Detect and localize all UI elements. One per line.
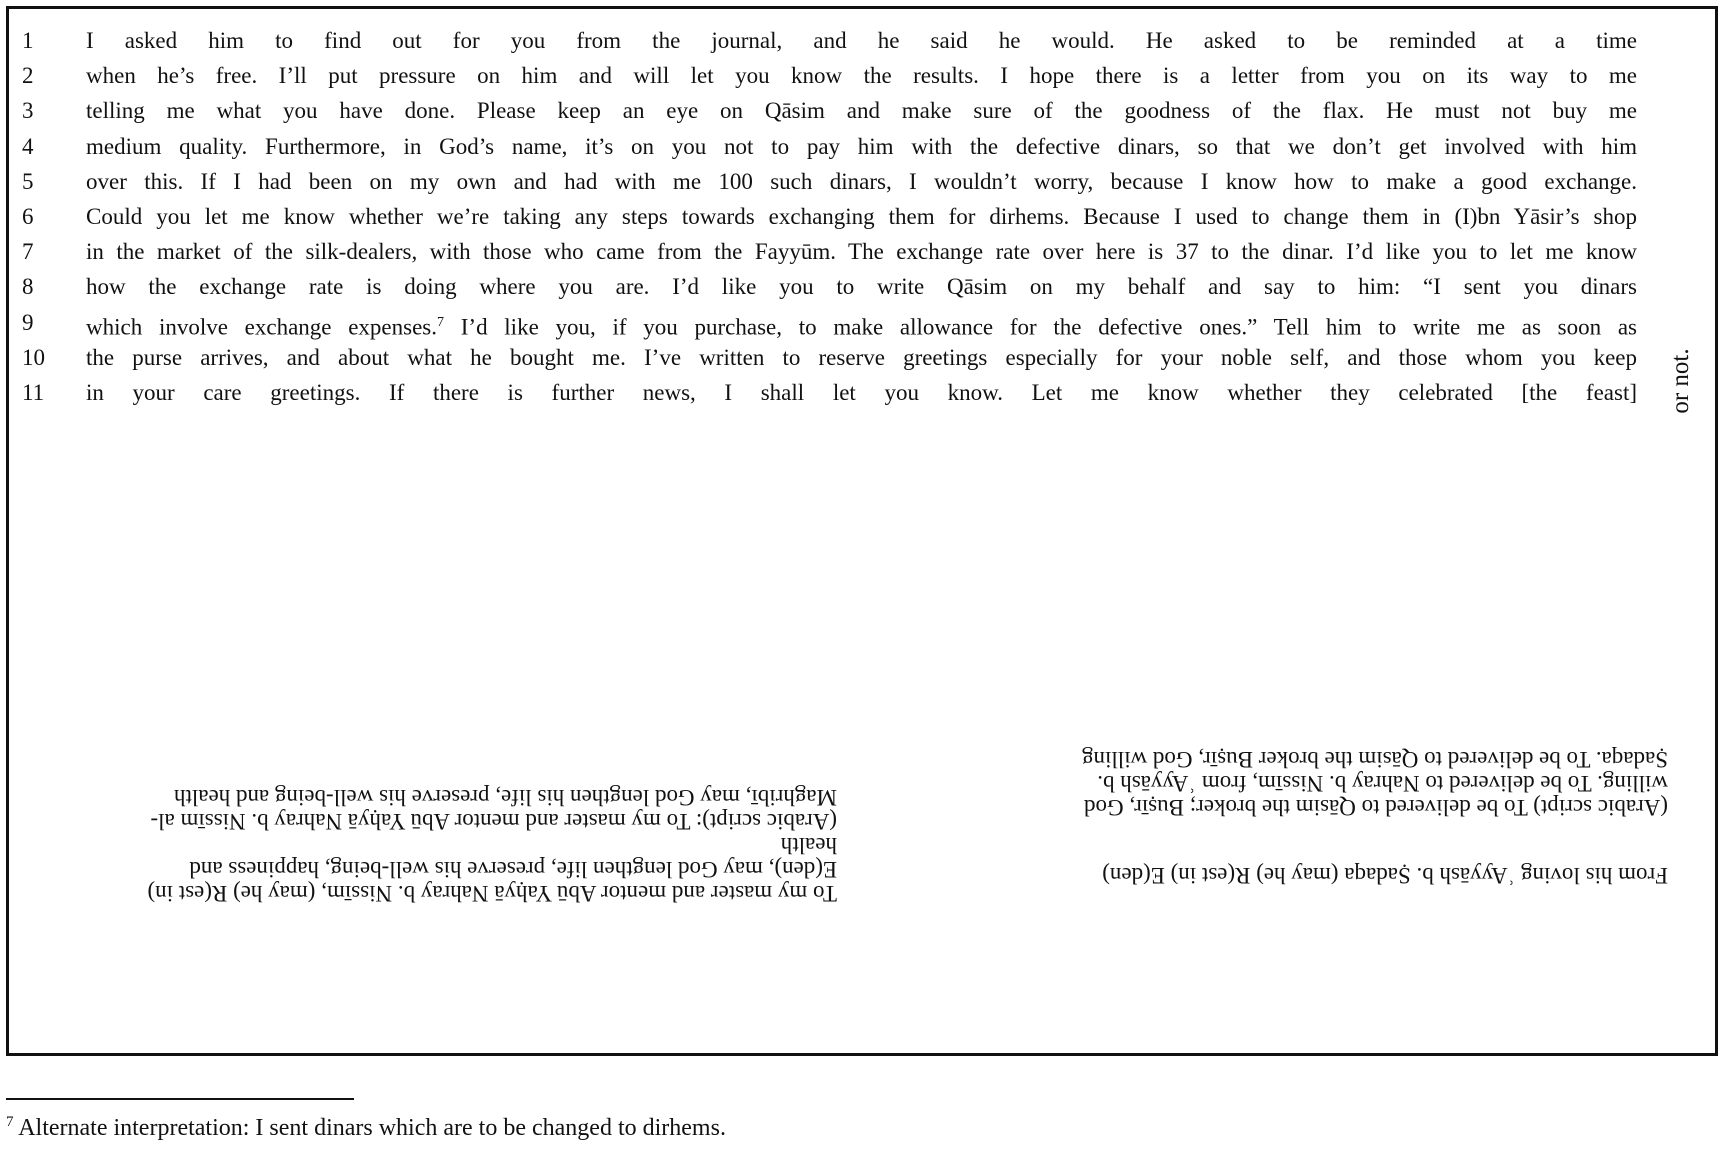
line-number: 6 xyxy=(22,203,34,229)
line-number: 2 xyxy=(22,63,34,89)
line-text: how the exchange rate is doing where you are. I’d like you to write Qāsim on my behalf and say to him: “I sent you dinars xyxy=(86,274,1637,300)
line-number: 8 xyxy=(22,274,34,300)
address-line: Maghribī, may God lengthen his life, preserve his well-being and health xyxy=(174,785,837,810)
line-text: the purse arrives, and about what he bought me. I’ve written to reserve greetings especially for your noble self, and those whom you keep xyxy=(86,344,1637,370)
address-line: health xyxy=(780,833,837,858)
line-text: in the market of the silk-dealers, with those who came from the Fayyūm. The exchange rate over here is 37 to the dinar. I’d like you to let me know xyxy=(86,239,1637,265)
line-text-before: which involve exchange expenses. xyxy=(86,314,438,340)
letter-line xyxy=(9,340,1649,375)
line-text: in your care greetings. If there is further news, I shall let you know. Let me know whether they celebrated [the feast] xyxy=(86,379,1637,405)
line-text: medium quality. Furthermore, in God’s name, it’s on you not to pay him with the defective dinars, so that we don’t get involved with him xyxy=(86,133,1637,159)
document-frame xyxy=(6,6,1718,1056)
line-number: 4 xyxy=(22,133,34,159)
address-line: E(den), may God lengthen life, preserve his well-being, happiness and xyxy=(189,857,837,882)
letter-line xyxy=(9,93,1649,128)
address-line: (Arabic script): To my master and mentor Abū Yaḥyā Nahray b. Nissīm al- xyxy=(150,809,837,834)
line-number: 3 xyxy=(22,98,34,124)
address-line: (Arabic script) To be delivered to Qāsim the broker; Buṣīr, God xyxy=(1083,795,1668,820)
line-number: 9 xyxy=(22,309,34,335)
letter-line xyxy=(9,199,1649,234)
line-number: 5 xyxy=(22,168,34,194)
letter-line xyxy=(9,305,1649,340)
letter-line xyxy=(9,234,1649,269)
letter-line xyxy=(9,129,1649,164)
address-left-block xyxy=(83,785,837,905)
address-line: Ṣadaqa. To be delivered to Qāsim the broker Buṣīr, God willing xyxy=(1082,747,1668,772)
footnote-divider xyxy=(6,1098,354,1100)
letter-lines xyxy=(9,23,1649,410)
letter-line xyxy=(9,375,1649,410)
footnote xyxy=(6,1114,726,1142)
letter-line xyxy=(9,164,1649,199)
line-text-with-footnote xyxy=(86,305,1637,345)
line-number: 7 xyxy=(22,239,34,265)
line-number: 10 xyxy=(22,344,45,370)
address-line: From his loving ʿAyyāsh b. Ṣadaqa (may he) R(est in) E(den) xyxy=(1102,863,1668,888)
line-text-after: I’d like you, if you purchase, to make allowance for the defective ones.” Tell him to write me as soon as xyxy=(444,314,1637,340)
footnote-text: Alternate interpretation: I sent dinars which are to be changed to dirhems. xyxy=(18,1115,726,1141)
line-text: over this. If I had been on my own and had with me 100 such dinars, I wouldn’t worry, because I know how to make a good exchange. xyxy=(86,168,1637,194)
line-text: Could you let me know whether we’re taking any steps towards exchanging them for dirhems. Because I used to change them in (I)bn Yāsir’s shop xyxy=(86,203,1637,229)
line-number: 1 xyxy=(22,28,34,53)
footnote-reference[interactable]: 7 xyxy=(437,314,445,330)
line-text: telling me what you have done. Please keep an eye on Qāsim and make sure of the goodness of the flax. He must not buy me xyxy=(86,98,1637,124)
footnote-mark: 7 xyxy=(6,1114,14,1130)
letter-line xyxy=(9,269,1649,304)
letter-line xyxy=(9,58,1649,93)
line-text: I asked him to find out for you from the journal, and he said he would. He asked to be reminded at a time xyxy=(86,28,1637,53)
margin-note: or not. xyxy=(1667,348,1694,414)
line-number: 11 xyxy=(22,379,45,405)
address-right-block xyxy=(1008,747,1668,887)
address-line: willing. To be delivered to Nahray b. Nissīm, from ʿAyyāsh b. xyxy=(1097,771,1668,796)
address-line: To my master and mentor Abū Yaḥyā Nahray b. Nissīm, (may he) R(est in) xyxy=(147,881,837,906)
line-text: when he’s free. I’ll put pressure on him and will let you know the results. I hope there is a letter from you on its way to me xyxy=(86,63,1637,89)
letter-line xyxy=(9,23,1649,58)
